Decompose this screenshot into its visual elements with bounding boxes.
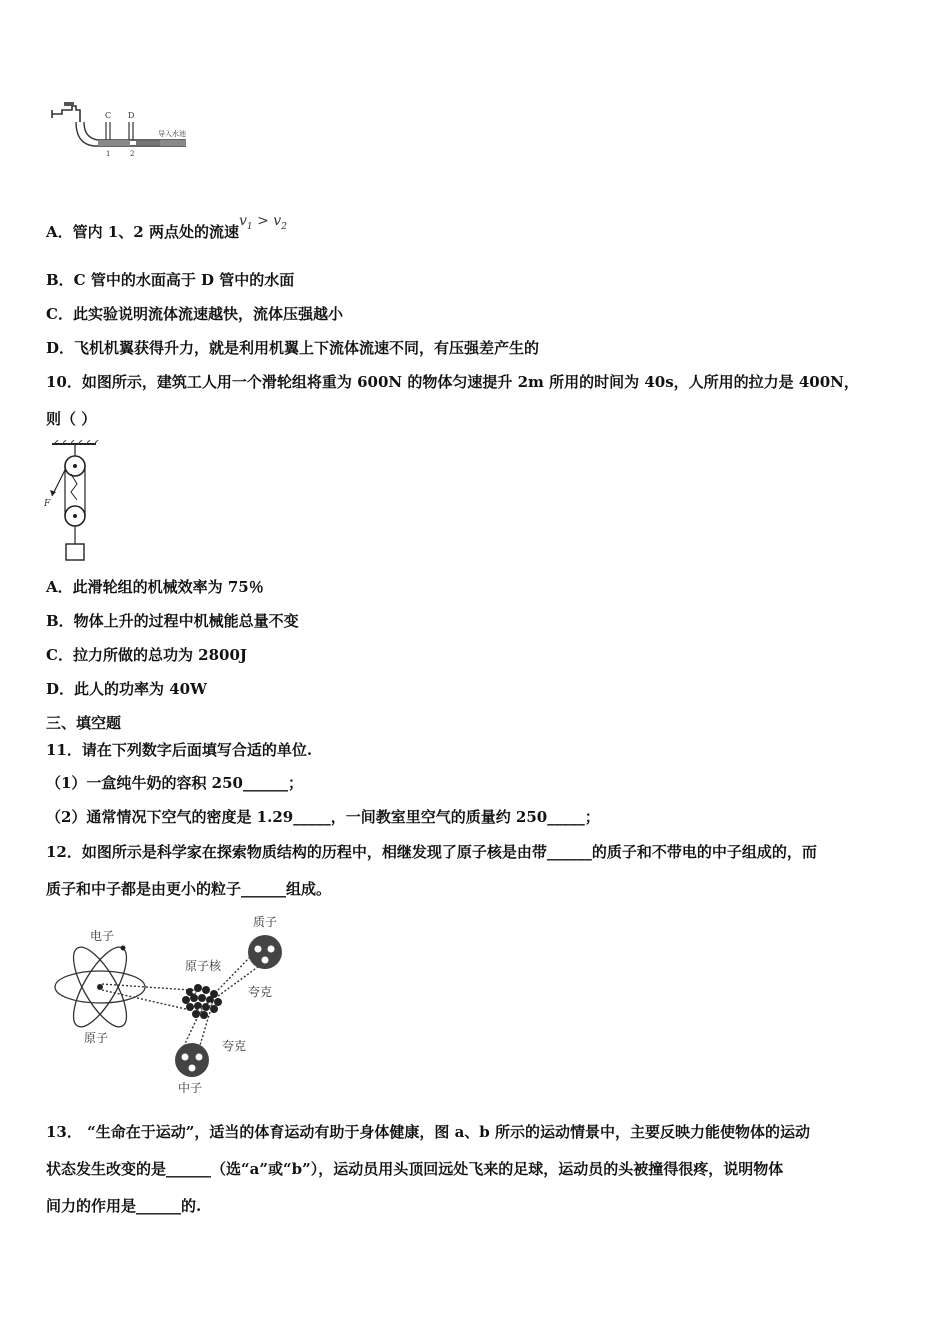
q11-item2: （2）通常情况下空气的密度是 1.29_____，一间教室里空气的质量约 250_____； [46,808,600,826]
q11-item1: （1）一盒纯牛奶的容积 250______； [46,774,303,792]
atom-label: 原子 [84,1031,109,1045]
q10-option-a: A．此滑轮组的机械效率为 75％ [46,578,264,596]
tube-c-label: C [105,111,112,120]
outlet-label: 导入水池 [158,130,186,138]
neutron-label: 中子 [178,1081,203,1095]
quark-label-1: 夸克 [248,985,273,999]
q10-stem-line2: 则（ ） [46,410,97,428]
proton-label: 质子 [253,915,278,929]
q9-option-a-text: A．管内 1、2 两点处的流速 [46,223,239,241]
q9-option-b: B．C 管中的水面高于 D 管中的水面 [46,271,295,289]
pipe-flow-figure [46,100,196,162]
point-1-label: 1 [106,150,111,158]
q9-option-d: D．飞机机翼获得升力，就是利用机翼上下流体流速不同，有压强差产生的 [46,339,540,357]
q10-option-c: C．拉力所做的总功为 2800J [46,646,248,664]
point-2-label: 2 [130,150,135,158]
pulley-figure [44,440,104,566]
q10-option-d: D．此人的功率为 40W [46,680,207,698]
q10-stem-line1: 10．如图所示，建筑工人用一个滑轮组将重为 600N 的物体匀速提升 2m 所用的时间为 40s，人所用的拉力是 400N， [46,373,859,391]
q13-line2: 状态发生改变的是______（选“a”或“b”），运动员用头顶回远处飞来的足球，运动员的头被撞得很疼，说明物体 [46,1160,784,1178]
q13-line1: 13． “生命在于运动”，适当的体育运动有助于身体健康，图 a、b 所示的运动情景中，主要反映力能使物体的运动 [46,1123,811,1141]
atom-structure-figure [50,912,300,1097]
q11-stem: 11．请在下列数字后面填写合适的单位. [46,741,313,759]
electron-label: 电子 [90,929,115,943]
q10-option-b: B．物体上升的过程中机械能总量不变 [46,612,299,630]
q12-stem-line1: 12．如图所示是科学家在探索物质结构的历程中，相继发现了原子核是由带______的质子和不带电的中子组成的，而 [46,843,817,861]
q12-stem-line2: 质子和中子都是由更小的粒子______组成。 [46,880,332,898]
v1-symbol: $v_1 > v_2$ [238,213,287,232]
q13-line3: 间力的作用是______的. [46,1197,202,1215]
section-heading: 三、填空题 [46,714,122,732]
quark-label-2: 夸克 [222,1039,247,1053]
force-f-label: F [44,499,51,509]
nucleus-label: 原子核 [185,959,222,973]
tube-d-label: D [128,111,135,120]
q9-option-a [46,213,287,249]
q9-option-c: C．此实验说明流体流速越快，流体压强越小 [46,305,343,323]
